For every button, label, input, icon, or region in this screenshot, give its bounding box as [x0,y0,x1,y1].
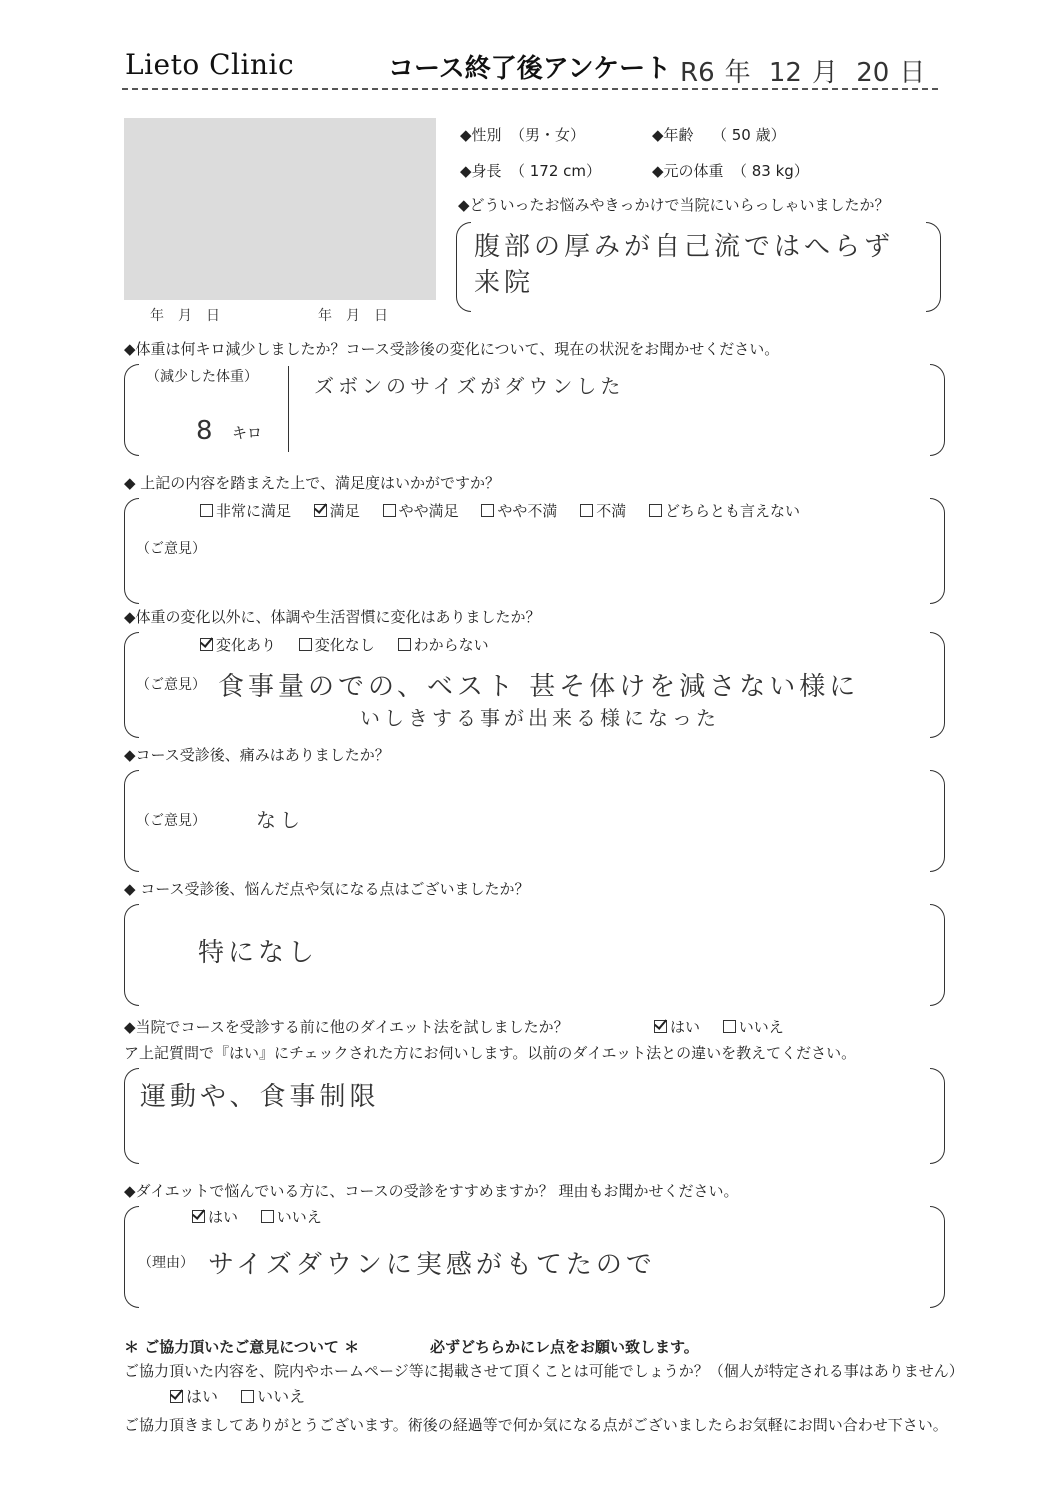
gender-value: （男・女） [510,126,586,144]
q3-bracket-right [930,498,945,604]
q2-lost-label: （減少した体重） [146,369,258,385]
q5-answer: なし [256,808,304,832]
q1-question: ◆どういったお悩みやきっかけで当院にいらっしゃいましたか？ [458,196,890,214]
q1-answer-line1: 腹部の厚みが自己流ではへらず [474,232,895,262]
date-day-unit: 日 [899,58,926,88]
page-title: コース終了後アンケート [388,54,672,84]
q3-option-unsatisfied[interactable]: 不満 [580,502,626,520]
height-label: ◆身長 [460,162,502,180]
q8-reason-label: （理由） [138,1255,194,1271]
checkbox[interactable] [481,504,494,517]
q2-bracket-left [124,364,139,456]
q8-option-no[interactable]: いいえ [261,1208,322,1226]
age-label: ◆年齢 [652,126,694,144]
q8-question: ◆ダイエットで悩んでいる方に、コースの受診をすすめますか？ 理由もお聞かせください。 [124,1182,739,1200]
before-after-photo [124,118,436,300]
q3-option-neutral[interactable]: どちらとも言えない [649,502,800,520]
q3-options [200,500,818,521]
footer-options [170,1384,323,1407]
q7-sub-question: ア上記質問で『はい』にチェックされた方にお伺いします。以前のダイエット法との違いを教えてください。 [124,1044,857,1062]
date-year-unit: 年 [724,58,751,88]
q4-question: ◆体重の変化以外に、体調や生活習慣に変化はありましたか？ [124,608,541,626]
q2-question: ◆体重は何キロ減少しましたか？コース受診後の変化について、現在の状況をお聞かせください。 [124,340,780,358]
photo-caption-after: 年月日 [318,308,402,324]
photo-caption-before: 年月日 [150,308,234,324]
q3-question: ◆ 上記の内容を踏まえた上で、満足度はいかがですか？ [124,474,501,492]
q6-answer: 特になし [198,938,319,968]
q8-bracket-left [124,1206,139,1308]
q6-bracket-right [930,904,945,1006]
checkbox-checked[interactable] [314,504,327,517]
q3-option-very-satisfied[interactable]: 非常に満足 [200,502,291,520]
date-day: 20 [856,58,890,88]
q1-bracket-left [456,222,471,312]
q3-opinion-label: （ご意見） [136,541,206,557]
footer-heading: ＊ ご協力頂いたご意見について ＊ [124,1338,360,1356]
header-divider [122,88,938,90]
checkbox[interactable] [580,504,593,517]
checkbox[interactable] [398,638,411,651]
q2-comment: ズボンのサイズがダウンした [314,374,625,398]
q7-question: ◆当院でコースを受診する前に他のダイエット法を試しましたか？ [124,1018,569,1036]
checkbox[interactable] [723,1020,736,1033]
q4-option-changed[interactable]: 変化あり [200,636,276,654]
original-weight-label: ◆元の体重 [652,162,724,180]
q2-bracket-right [930,364,945,456]
q2-lost-value: 8 [196,416,217,446]
q4-opinion-label: （ご意見） [136,677,206,693]
gender-label: ◆性別 [460,126,502,144]
footer-option-no[interactable]: いいえ [241,1387,305,1406]
q7-option-no[interactable]: いいえ [723,1018,784,1036]
q7-option-yes[interactable]: はい [654,1018,700,1036]
q3-option-satisfied[interactable]: 満足 [314,502,360,520]
q7-answer: 運動や、食事制限 [140,1082,380,1112]
footer-note: 必ずどちらかにレ点をお願い致します。 [430,1338,699,1356]
q4-answer-line2: いしきする事が出来る様になった [360,706,720,730]
footer-thanks: ご協力頂きましてありがとうございます。術後の経過等で何か気になる点がございましたらお気軽にお問い合わせ下さい。 [124,1416,948,1434]
q6-question: ◆ コース受診後、悩んだ点や気になる点はございましたか？ [124,880,530,898]
q3-option-somewhat-unsatisfied[interactable]: やや不満 [481,502,557,520]
checkbox-checked[interactable] [170,1390,183,1403]
clinic-logo: Lieto Clinic [125,48,295,81]
q8-options [192,1206,340,1227]
q7-bracket-left [124,1068,139,1164]
age-value: （ 50 歳） [712,126,786,144]
q4-option-unknown[interactable]: わからない [398,636,489,654]
q7-bracket-right [930,1068,945,1164]
q1-answer-line2: 来院 [474,268,535,298]
q2-lost-unit: キロ [232,424,263,442]
q4-option-no-change[interactable]: 変化なし [299,636,375,654]
q3-option-somewhat-satisfied[interactable]: やや満足 [383,502,459,520]
q5-opinion-label: （ご意見） [136,813,206,829]
survey-date [680,52,935,89]
q6-bracket-left [124,904,139,1006]
q4-options [200,634,507,655]
checkbox[interactable] [200,504,213,517]
original-weight-value: （ 83 kg） [732,162,809,180]
checkbox-checked[interactable] [654,1020,667,1033]
q5-question: ◆コース受診後、痛みはありましたか？ [124,746,390,764]
q8-bracket-right [930,1206,945,1308]
checkbox[interactable] [649,504,662,517]
checkbox[interactable] [299,638,312,651]
q1-bracket-right [926,222,941,312]
q8-option-yes[interactable]: はい [192,1208,238,1226]
q4-answer-line1: 食事量のでの、ベスト 甚そ体けを減さない様に [218,672,860,702]
q4-bracket-right [930,632,945,738]
checkbox-checked[interactable] [192,1210,205,1223]
height-value: （ 172 cm） [510,162,602,180]
checkbox[interactable] [383,504,396,517]
checkbox[interactable] [261,1210,274,1223]
footer-question: ご協力頂いた内容を、院内やホームページ等に掲載させて頂くことは可能でしょうか？（個人が特定される事はありません） [124,1362,964,1380]
date-month-unit: 月 [811,58,838,88]
checkbox-checked[interactable] [200,638,213,651]
checkbox[interactable] [241,1390,254,1403]
q2-divider [288,366,289,452]
q5-bracket-right [930,770,945,872]
footer-option-yes[interactable]: はい [170,1387,218,1406]
date-month: 12 [768,58,802,88]
q8-answer: サイズダウンに実感がもてたので [208,1250,656,1280]
q7-options [654,1016,802,1037]
date-year: R6 [680,58,715,88]
